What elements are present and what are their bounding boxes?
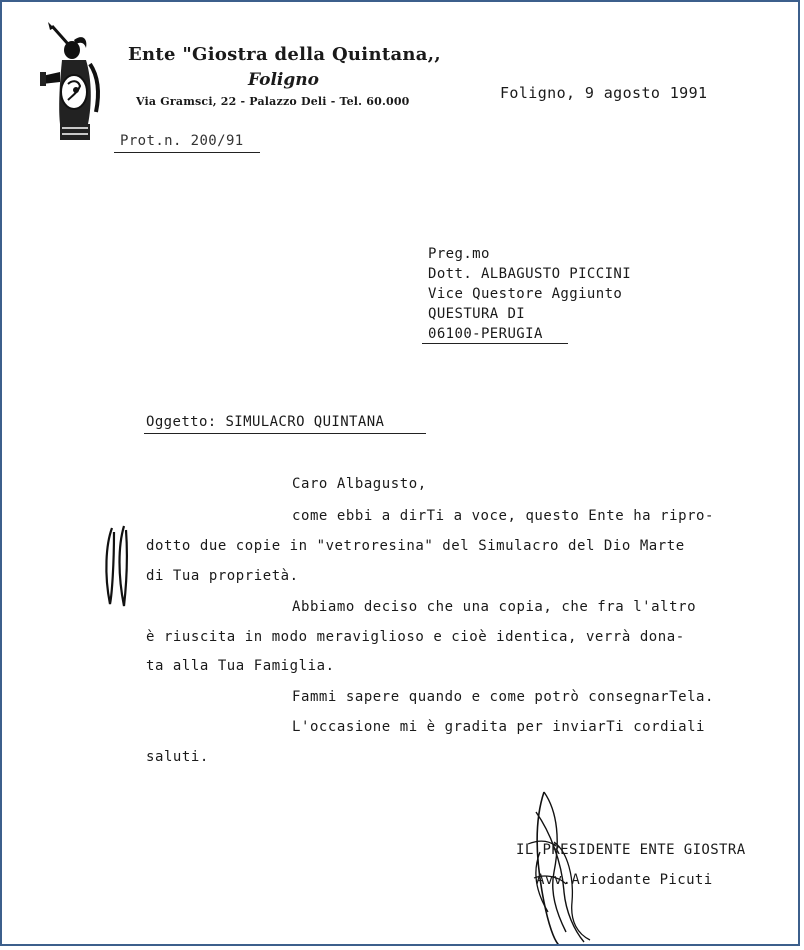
quintana-figure-logo <box>38 20 108 142</box>
body-greeting: Caro Albagusto, <box>292 476 427 492</box>
body-line: di Tua proprietà. <box>146 568 299 584</box>
recipient-name: Dott. ALBAGUSTO PICCINI <box>428 266 632 282</box>
letterhead-address: Via Gramsci, 22 - Palazzo Deli - Tel. 60.000 <box>136 95 410 108</box>
recipient-underline <box>422 343 568 344</box>
handwritten-margin-mark <box>100 524 134 608</box>
body-line: L'occasione mi è gradita per inviarTi cordiali <box>292 719 706 735</box>
recipient-role: Vice Questore Aggiunto <box>428 286 623 302</box>
signatory-name: Avv.Ariodante Picuti <box>536 872 713 888</box>
body-line: Fammi sapere quando e come potrò consegnarTela. <box>292 689 714 705</box>
signatory-title: IL PRESIDENTE ENTE GIOSTRA <box>516 842 746 858</box>
body-line: come ebbi a dirTi a voce, questo Ente ha ripro- <box>292 508 714 524</box>
body-line: è riuscita in modo meraviglioso e cioè identica, verrà dona- <box>146 629 685 645</box>
subject-underline <box>144 433 426 434</box>
letterhead-name: Ente "Giostra della Quintana,, <box>128 44 441 65</box>
recipient-salutation: Preg.mo <box>428 246 490 262</box>
recipient-city: 06100-PERUGIA <box>428 326 543 342</box>
body-line: ta alla Tua Famiglia. <box>146 658 335 674</box>
letter-subject: Oggetto: SIMULACRO QUINTANA <box>146 414 385 430</box>
body-closing: saluti. <box>146 749 209 765</box>
protocol-number: Prot.n. 200/91 <box>120 133 244 149</box>
letter-date: Foligno, 9 agosto 1991 <box>500 84 708 102</box>
handwritten-signature <box>514 782 624 946</box>
body-line: dotto due copie in "vetroresina" del Simulacro del Dio Marte <box>146 538 685 554</box>
body-line: Abbiamo deciso che una copia, che fra l'altro <box>292 599 697 615</box>
protocol-underline <box>114 152 260 153</box>
recipient-office: QUESTURA DI <box>428 306 526 322</box>
letterhead-city: Foligno <box>248 70 319 90</box>
